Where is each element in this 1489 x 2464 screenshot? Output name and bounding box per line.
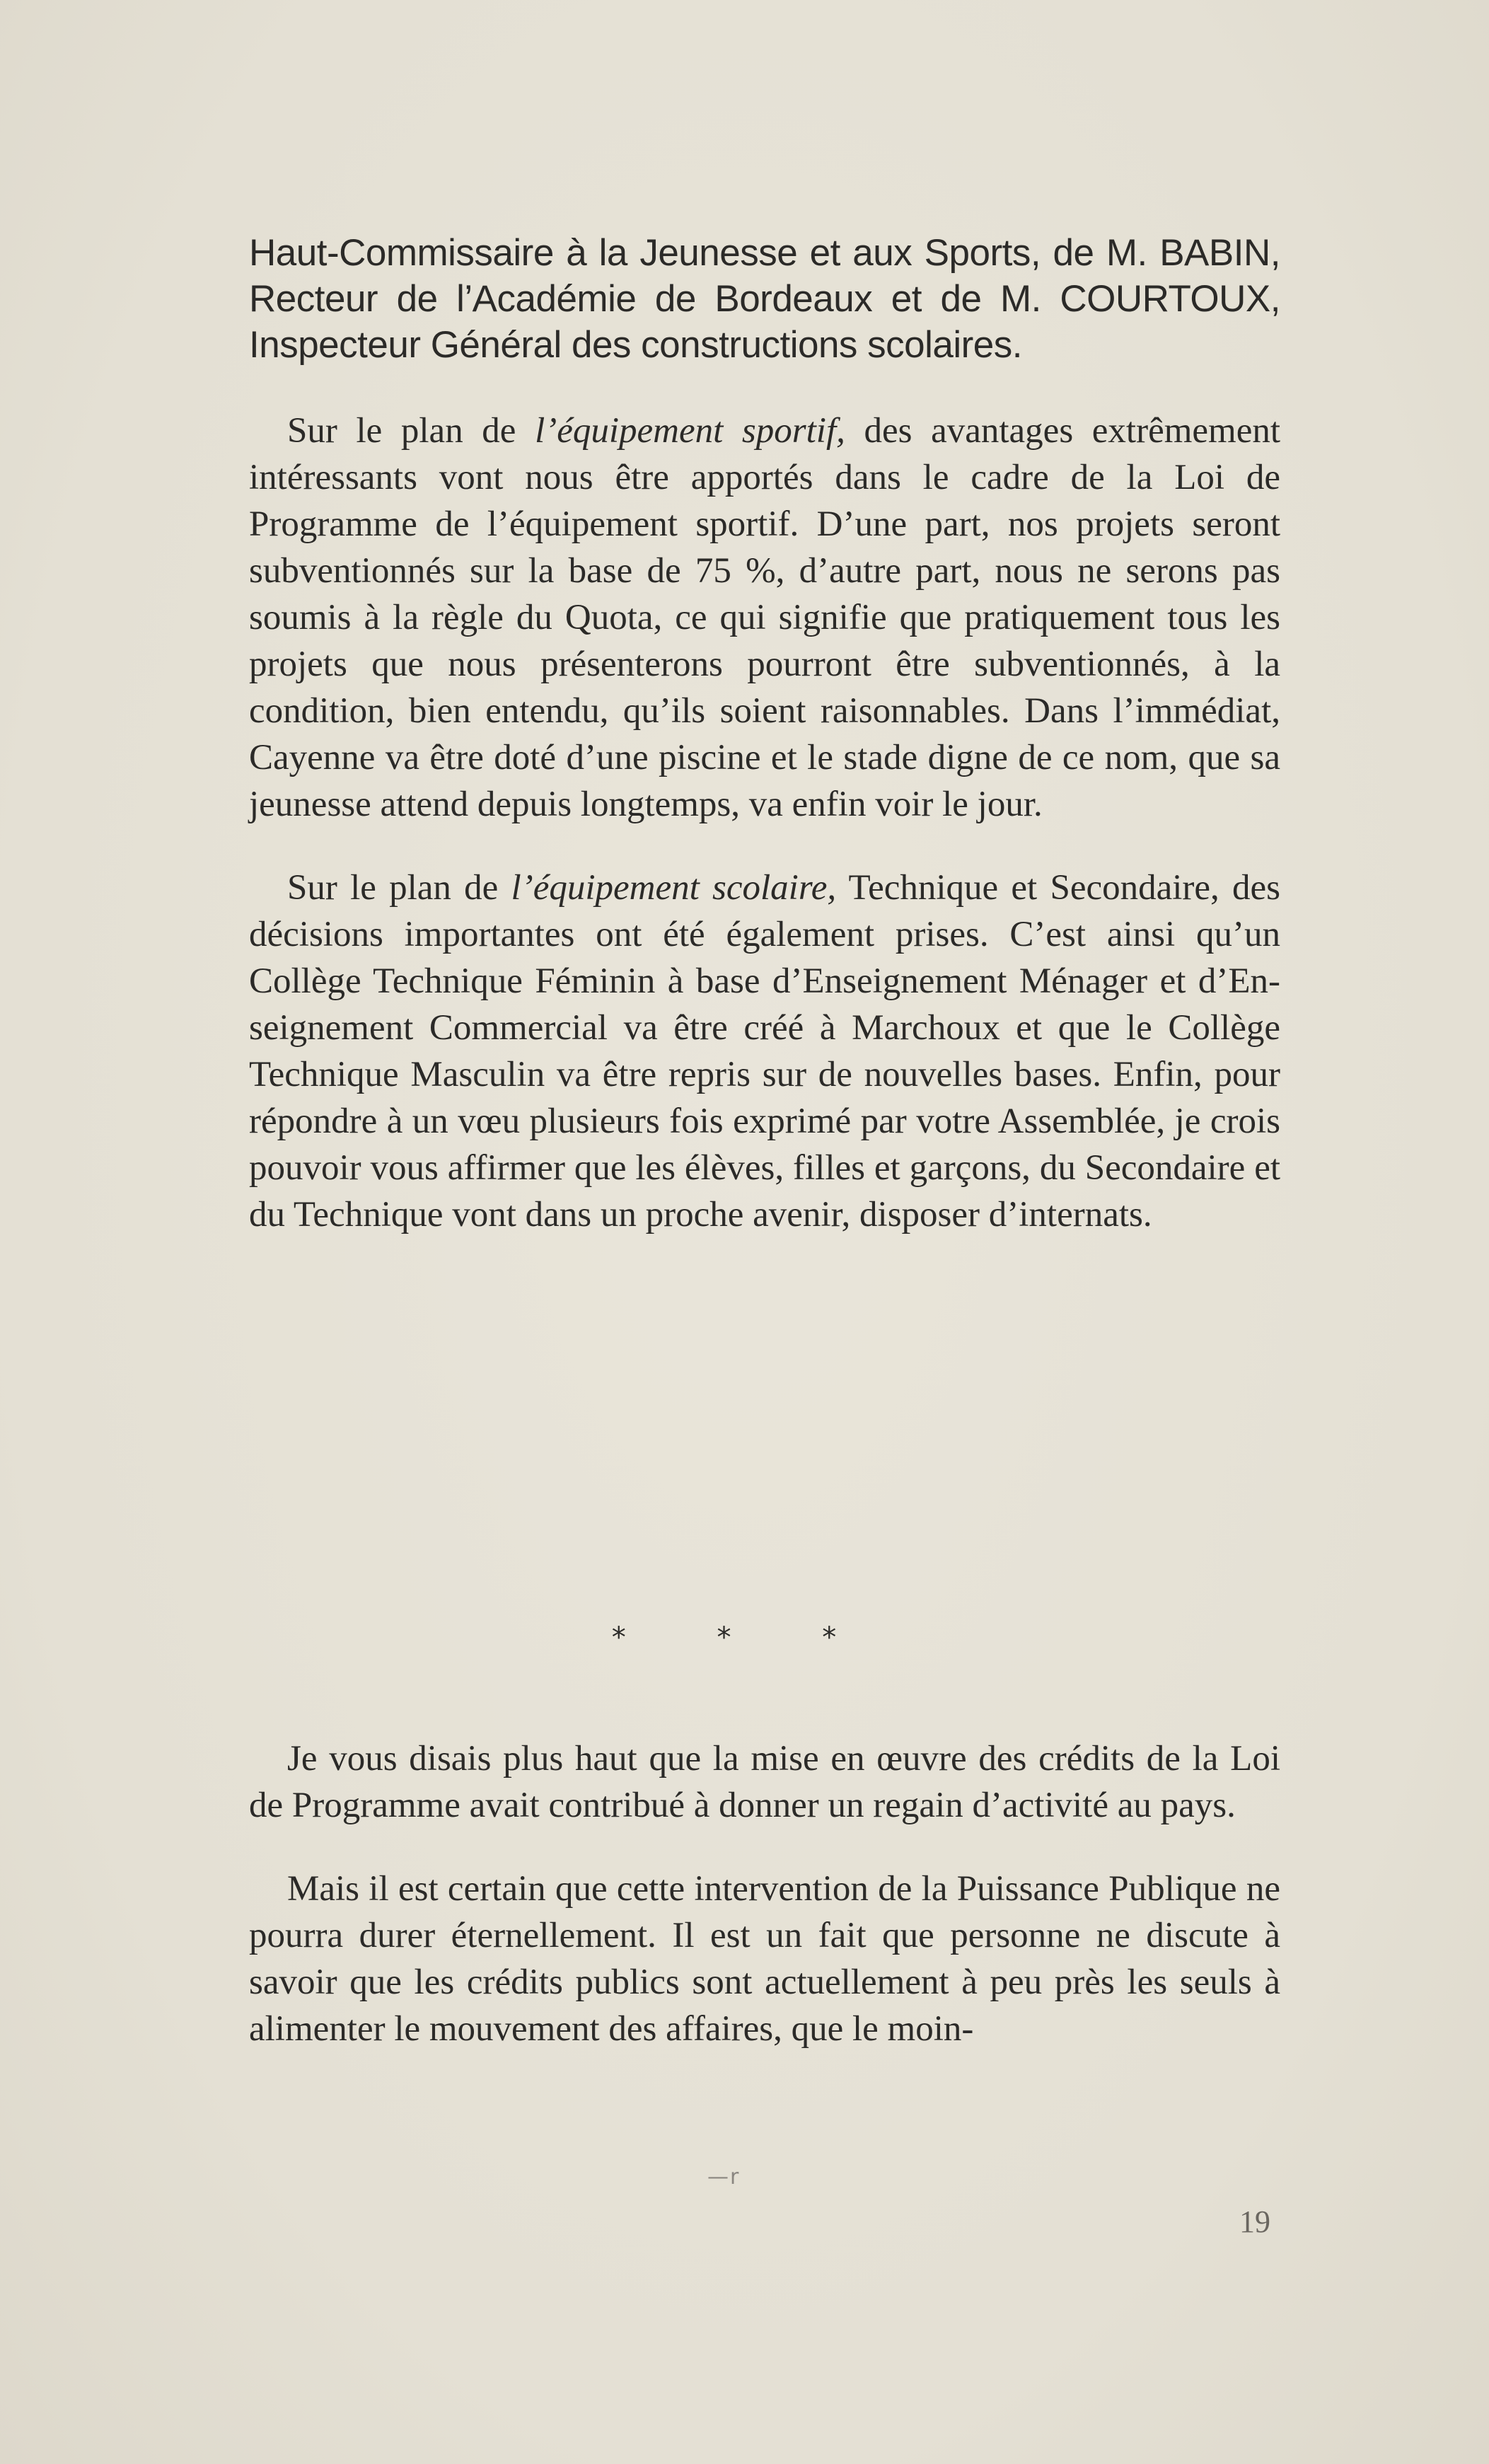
paragraph-3-emphasis: l’équipement scolaire, (511, 868, 837, 908)
lower-text-block (249, 1735, 1280, 2052)
paragraph-3-lead: Sur le plan de (287, 868, 511, 908)
paragraph-2-lead: Sur le plan de (287, 411, 535, 451)
paragraph-5: Mais il est certain que cette intervention de la Puissance Publique ne pourra durer éternellement. Il est un fait que personne ne discute à savoir que les crédits publics sont actuellement à peu près les seuls à alimenter le mouvement des affaires, que le moin- (249, 1869, 1280, 2049)
paragraph-3 (249, 864, 1280, 1238)
paragraph-2 (249, 407, 1280, 828)
footer-ornament: —r (707, 2165, 741, 2190)
upper-text-block (249, 230, 1280, 1238)
page-number: 19 (1239, 2204, 1270, 2239)
paragraph-1: Haut-Commissaire à la Jeunesse et aux Sports, de M. BABIN, Recteur de l’Académie de Bordeaux et de M. COURTOUX, Inspecteur Général des constructions scolaires. (249, 232, 1280, 366)
section-separator: * * * (611, 1621, 878, 1654)
paragraph-2-emphasis: l’équipement sportif, (535, 411, 845, 451)
paragraph-4: Je vous disais plus haut que la mise en œuvre des crédits de la Loi de Programme avait contribué à donner un regain d’activité au pays. (249, 1739, 1280, 1825)
paragraph-2-body: des avantages extrêmement intéressants vont nous être apportés dans le cadre de la Loi de Programme de l’équipement sportif. D’une part, nos projets seront subventionnés sur la base de 75 %, d’autre part, nous ne serons pas soumis à la règle du Quota, ce qui signifie que pratiquement tous les projets que nous présenterons pourront être subventionnés, à la condition, bien entendu, qu’ils soient raisonnables. Dans l’immédiat, Cayenne va être doté d’une piscine et le stade digne de ce nom, que sa jeunesse attend depuis longtemps, va enfin voir le jour. (249, 411, 1280, 824)
paragraph-3-body: Technique et Secondaire, des décisions importantes ont été également prises. C’est ainsi qu’un Collège Technique Féminin à base d’Enseignement Ménager et d’Enseignement Commercial va être créé à Marchoux et que le Collège Technique Masculin va être repris sur de nouvelles bases. Enfin, pour répondre à un vœu plusieurs fois exprimé par votre Assemblée, je crois pouvoir vous affirmer que les élèves, filles et garçons, du Secondaire et du Technique vont dans un proche avenir, disposer d’internats. (249, 868, 1280, 1234)
